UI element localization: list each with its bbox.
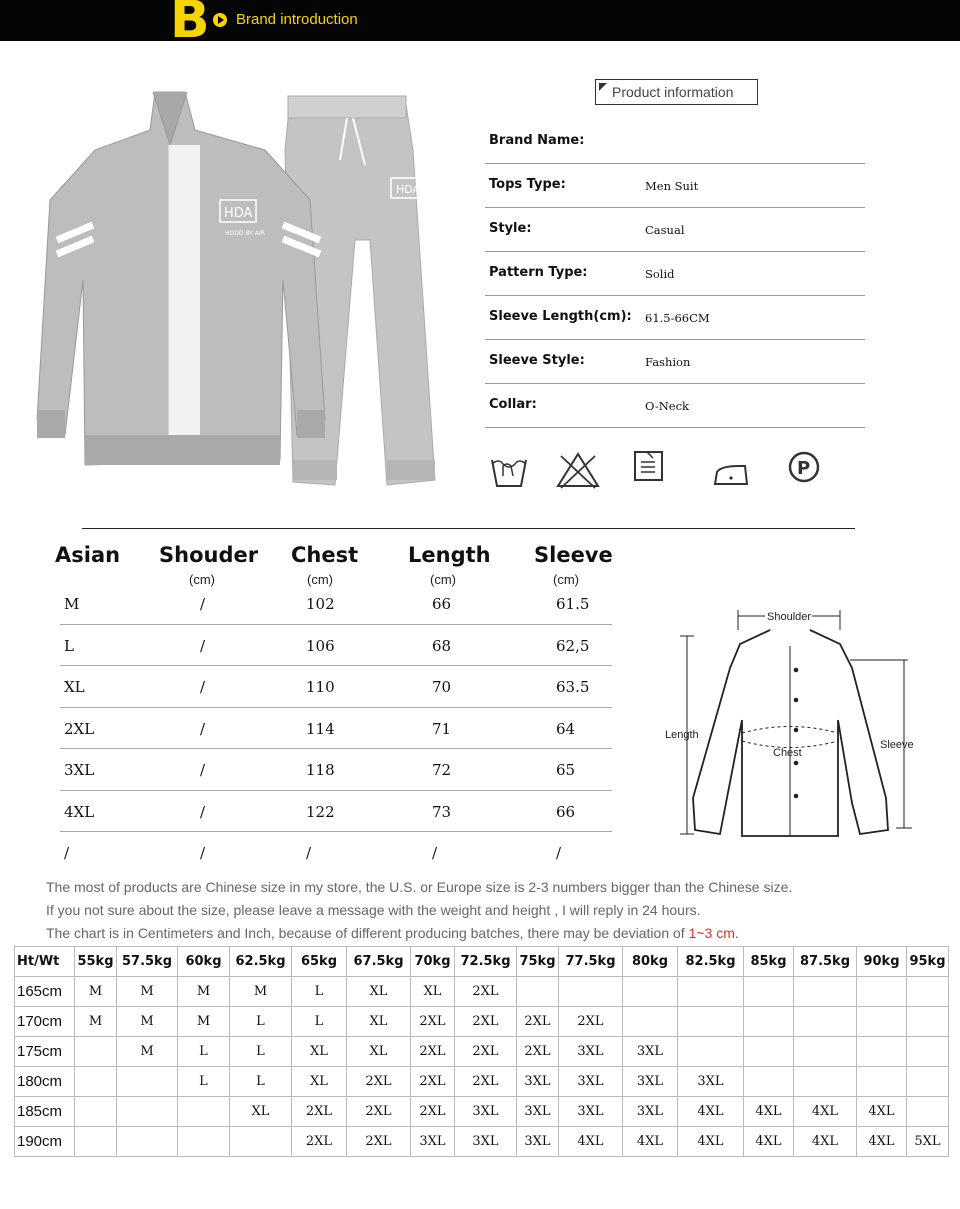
info-key: Pattern Type: bbox=[489, 265, 588, 280]
hw-size-cell bbox=[794, 1037, 857, 1067]
hw-size-cell: XL bbox=[411, 977, 455, 1007]
size-table-cell: 3XL bbox=[64, 761, 95, 779]
size-table bbox=[60, 583, 612, 874]
size-table-row bbox=[60, 666, 612, 708]
size-table-cell: 72 bbox=[432, 761, 452, 779]
hw-height-cell: 170cm bbox=[15, 1007, 75, 1037]
size-table-cell: / bbox=[200, 678, 206, 696]
info-row-brand-name bbox=[485, 120, 865, 164]
hw-size-cell bbox=[75, 1127, 117, 1157]
hw-size-cell bbox=[907, 1067, 949, 1097]
size-header-shoulder: Shouder bbox=[159, 543, 259, 567]
size-table-cell: 61.5 bbox=[556, 595, 590, 613]
size-table-cell: / bbox=[200, 761, 206, 779]
size-table-cell: 66 bbox=[556, 802, 576, 821]
hw-size-cell: XL bbox=[347, 1007, 411, 1037]
hw-size-cell bbox=[678, 977, 744, 1007]
hw-size-cell: 2XL bbox=[411, 1067, 455, 1097]
hw-size-cell: M bbox=[117, 1037, 178, 1067]
size-header-sleeve: Sleeve bbox=[534, 543, 613, 567]
hw-size-cell bbox=[230, 1127, 292, 1157]
svg-text:P: P bbox=[797, 458, 811, 479]
info-value: 61.5-66CM bbox=[645, 311, 710, 325]
dry-clean-p-icon bbox=[787, 450, 821, 484]
hw-table-row bbox=[15, 1097, 949, 1127]
hw-size-cell: 3XL bbox=[517, 1127, 559, 1157]
hw-size-cell bbox=[907, 1007, 949, 1037]
hw-size-cell: 2XL bbox=[292, 1097, 347, 1127]
size-table-cell: 122 bbox=[306, 802, 335, 821]
size-table-cell: / bbox=[200, 844, 206, 862]
hw-size-cell: L bbox=[292, 1007, 347, 1037]
hw-weight-header: 87.5kg bbox=[794, 947, 857, 977]
hw-size-cell: 5XL bbox=[907, 1127, 949, 1157]
hw-weight-header: 55kg bbox=[75, 947, 117, 977]
size-table-cell: 71 bbox=[432, 719, 452, 738]
hw-size-cell: 4XL bbox=[744, 1127, 794, 1157]
note-line-1: The most of products are Chinese size in my store, the U.S. or Europe size is 2-3 numbers bigger than the Chinese size. bbox=[46, 879, 793, 895]
care-icons bbox=[485, 450, 845, 500]
hw-size-cell: XL bbox=[347, 1037, 411, 1067]
hw-size-cell: 3XL bbox=[455, 1097, 517, 1127]
info-value: Men Suit bbox=[645, 179, 699, 193]
size-table-cell: / bbox=[200, 719, 206, 738]
size-unit-chest: (cm) bbox=[307, 572, 333, 587]
hw-size-cell bbox=[178, 1127, 230, 1157]
hw-size-cell: 4XL bbox=[744, 1097, 794, 1127]
hw-height-cell: 175cm bbox=[15, 1037, 75, 1067]
hw-weight-header: 80kg bbox=[623, 947, 678, 977]
size-table-row bbox=[60, 583, 612, 625]
hw-weight-header: 85kg bbox=[744, 947, 794, 977]
hw-size-cell bbox=[794, 977, 857, 1007]
hw-size-cell: 2XL bbox=[517, 1037, 559, 1067]
diagram-length-label: Length bbox=[665, 729, 699, 741]
size-table-cell: 63.5 bbox=[556, 678, 590, 696]
hw-table-row bbox=[15, 1127, 949, 1157]
hw-size-cell: M bbox=[75, 977, 117, 1007]
hw-size-cell: 2XL bbox=[347, 1067, 411, 1097]
hw-size-cell: 3XL bbox=[455, 1127, 517, 1157]
hw-size-cell: 2XL bbox=[559, 1007, 623, 1037]
hw-size-cell: XL bbox=[292, 1037, 347, 1067]
hw-size-cell: L bbox=[178, 1067, 230, 1097]
hw-size-cell bbox=[678, 1007, 744, 1037]
hw-size-cell: 2XL bbox=[411, 1007, 455, 1037]
info-row-collar bbox=[485, 384, 865, 428]
info-row-pattern-type bbox=[485, 252, 865, 296]
hw-size-cell: 4XL bbox=[559, 1127, 623, 1157]
hw-weight-header: 82.5kg bbox=[678, 947, 744, 977]
hw-size-cell: XL bbox=[292, 1067, 347, 1097]
hw-size-cell: 4XL bbox=[857, 1127, 907, 1157]
hw-size-cell: L bbox=[230, 1067, 292, 1097]
hw-size-cell: 2XL bbox=[347, 1127, 411, 1157]
hw-size-cell: L bbox=[230, 1037, 292, 1067]
hw-size-cell: M bbox=[117, 977, 178, 1007]
hw-height-cell: 185cm bbox=[15, 1097, 75, 1127]
size-table-row bbox=[60, 625, 612, 667]
hw-size-cell bbox=[559, 977, 623, 1007]
jacket-sub-logo: HOOD BY AIR bbox=[225, 230, 265, 237]
size-table-cell: 65 bbox=[556, 761, 576, 779]
info-key: Sleeve Style: bbox=[489, 353, 585, 368]
diagram-shoulder-label: Shoulder bbox=[767, 611, 812, 623]
hw-size-cell: XL bbox=[347, 977, 411, 1007]
hw-size-cell: 3XL bbox=[623, 1097, 678, 1127]
size-table-cell: 2XL bbox=[64, 719, 95, 738]
hw-weight-header: 72.5kg bbox=[455, 947, 517, 977]
size-notes bbox=[46, 876, 792, 945]
hw-size-cell bbox=[907, 1097, 949, 1127]
size-table-cell: 64 bbox=[556, 719, 576, 738]
hw-size-cell: 3XL bbox=[623, 1067, 678, 1097]
size-table-cell: / bbox=[306, 844, 312, 862]
note-deviation-highlight: 1~3 cm. bbox=[688, 925, 739, 941]
hw-size-cell: L bbox=[178, 1037, 230, 1067]
info-row-style bbox=[485, 208, 865, 252]
size-table-cell: / bbox=[432, 844, 438, 862]
size-header-chest: Chest bbox=[291, 543, 359, 567]
size-header-length: Length bbox=[408, 543, 491, 567]
hw-size-cell: 2XL bbox=[455, 1037, 517, 1067]
hw-weight-header: 90kg bbox=[857, 947, 907, 977]
note-line-2: If you not sure about the size, please leave a message with the weight and height , I will reply in 24 hours. bbox=[46, 902, 701, 918]
size-table-cell: 62,5 bbox=[556, 636, 590, 655]
size-table-row bbox=[60, 749, 612, 791]
info-value: Fashion bbox=[645, 355, 691, 369]
hw-size-cell: L bbox=[230, 1007, 292, 1037]
size-table-cell: / bbox=[64, 844, 70, 862]
hw-size-cell bbox=[117, 1067, 178, 1097]
hw-weight-header: 70kg bbox=[411, 947, 455, 977]
hw-height-cell: 190cm bbox=[15, 1127, 75, 1157]
hw-size-cell bbox=[623, 1007, 678, 1037]
hw-size-cell bbox=[857, 1067, 907, 1097]
product-info-table bbox=[485, 120, 865, 428]
brand-header bbox=[0, 0, 960, 50]
hw-size-cell: 4XL bbox=[678, 1127, 744, 1157]
hw-size-cell: 4XL bbox=[678, 1097, 744, 1127]
hw-size-cell bbox=[744, 977, 794, 1007]
info-key: Sleeve Length(cm): bbox=[489, 309, 632, 324]
info-value: O-Neck bbox=[645, 399, 690, 413]
hw-size-cell bbox=[75, 1067, 117, 1097]
size-table-cell: M bbox=[64, 595, 80, 613]
hw-size-cell: 4XL bbox=[623, 1127, 678, 1157]
info-value: Solid bbox=[645, 267, 675, 281]
size-table-cell: 4XL bbox=[64, 802, 95, 821]
measurement-diagram bbox=[660, 598, 925, 848]
hw-weight-header: 62.5kg bbox=[230, 947, 292, 977]
pants-logo: HDA bbox=[396, 183, 421, 196]
hw-size-cell: M bbox=[75, 1007, 117, 1037]
do-not-bleach-icon bbox=[555, 450, 601, 490]
size-unit-shoulder: (cm) bbox=[189, 572, 215, 587]
info-row-sleeve-style bbox=[485, 340, 865, 384]
size-table-row bbox=[60, 708, 612, 750]
hw-height-cell: 180cm bbox=[15, 1067, 75, 1097]
size-table-cell: 118 bbox=[306, 761, 335, 779]
size-header-asian: Asian bbox=[55, 543, 121, 567]
header-letter: B bbox=[170, 0, 210, 50]
hw-size-cell bbox=[623, 977, 678, 1007]
hw-size-cell: M bbox=[230, 977, 292, 1007]
hw-weight-header: 67.5kg bbox=[347, 947, 411, 977]
hw-size-cell bbox=[857, 977, 907, 1007]
hw-size-cell bbox=[744, 1067, 794, 1097]
header-title: Brand introduction bbox=[236, 11, 358, 28]
size-table-cell: 102 bbox=[306, 595, 335, 613]
hw-weight-header: 57.5kg bbox=[117, 947, 178, 977]
size-table-cell: XL bbox=[64, 678, 85, 696]
hw-size-cell bbox=[517, 977, 559, 1007]
hw-size-cell bbox=[744, 1007, 794, 1037]
hw-size-cell: 4XL bbox=[857, 1097, 907, 1127]
info-row-sleeve-length bbox=[485, 296, 865, 340]
hw-size-cell: 2XL bbox=[411, 1097, 455, 1127]
hw-table-row bbox=[15, 1067, 949, 1097]
hw-corner-label: Ht/Wt bbox=[15, 947, 75, 977]
hw-size-cell: 3XL bbox=[559, 1097, 623, 1127]
hw-size-cell: 4XL bbox=[794, 1097, 857, 1127]
hw-size-cell: 3XL bbox=[559, 1067, 623, 1097]
hw-size-cell: M bbox=[117, 1007, 178, 1037]
hw-weight-header: 75kg bbox=[517, 947, 559, 977]
hw-size-cell: 3XL bbox=[678, 1067, 744, 1097]
hw-size-cell: 3XL bbox=[559, 1037, 623, 1067]
size-table-cell: 106 bbox=[306, 636, 335, 655]
hw-size-cell bbox=[857, 1007, 907, 1037]
hw-table-row bbox=[15, 1037, 949, 1067]
note-line-3-text: The chart is in Centimeters and Inch, because of different producing batches, there may be deviation of bbox=[46, 925, 689, 941]
hw-table-row bbox=[15, 977, 949, 1007]
size-table-cell: 66 bbox=[432, 595, 452, 613]
hw-size-cell: 3XL bbox=[411, 1127, 455, 1157]
size-table-cell: 70 bbox=[432, 678, 452, 696]
tracksuit-image bbox=[35, 90, 445, 490]
info-value: Casual bbox=[645, 223, 685, 237]
hw-size-cell: M bbox=[178, 977, 230, 1007]
hw-size-cell: 2XL bbox=[455, 1007, 517, 1037]
iron-icon bbox=[711, 450, 751, 490]
size-table-cell: / bbox=[200, 636, 206, 655]
size-table-cell: 68 bbox=[432, 636, 452, 655]
hw-weight-header: 65kg bbox=[292, 947, 347, 977]
note-line-3 bbox=[46, 922, 792, 945]
size-table-cell: 110 bbox=[306, 678, 335, 696]
section-divider bbox=[82, 528, 855, 529]
hw-size-cell bbox=[744, 1037, 794, 1067]
size-table-cell: 114 bbox=[306, 719, 335, 738]
play-icon bbox=[213, 13, 227, 27]
size-table-cell: / bbox=[200, 802, 206, 821]
hw-size-cell bbox=[857, 1037, 907, 1067]
hw-size-cell bbox=[75, 1037, 117, 1067]
hw-size-cell bbox=[117, 1097, 178, 1127]
hw-size-cell bbox=[178, 1097, 230, 1127]
hw-size-cell: L bbox=[292, 977, 347, 1007]
info-key: Collar: bbox=[489, 397, 537, 412]
hw-size-cell bbox=[75, 1097, 117, 1127]
hw-size-cell: XL bbox=[230, 1097, 292, 1127]
diagram-chest-label: Chest bbox=[773, 747, 802, 759]
hw-size-cell bbox=[907, 977, 949, 1007]
height-weight-table bbox=[14, 946, 949, 1157]
jacket-logo: HDA bbox=[224, 206, 253, 221]
size-table-row bbox=[60, 832, 612, 874]
size-unit-length: (cm) bbox=[430, 572, 456, 587]
hw-table-row bbox=[15, 1007, 949, 1037]
hw-size-cell bbox=[678, 1037, 744, 1067]
info-key: Brand Name: bbox=[489, 133, 585, 148]
tumble-dry-icon bbox=[633, 450, 665, 484]
diagram-sleeve-label: Sleeve bbox=[880, 739, 914, 751]
info-key: Tops Type: bbox=[489, 177, 566, 192]
product-information-tag: Product information bbox=[595, 79, 758, 105]
hw-height-cell: 165cm bbox=[15, 977, 75, 1007]
hw-size-cell bbox=[907, 1037, 949, 1067]
size-table-cell: L bbox=[64, 636, 74, 655]
hw-size-cell bbox=[794, 1067, 857, 1097]
hw-header-row bbox=[15, 947, 949, 977]
size-table-cell: / bbox=[556, 844, 562, 862]
hw-size-cell: 3XL bbox=[517, 1067, 559, 1097]
hw-size-cell: 2XL bbox=[455, 977, 517, 1007]
info-row-tops-type bbox=[485, 164, 865, 208]
hw-size-cell: 3XL bbox=[623, 1037, 678, 1067]
hw-size-cell: 2XL bbox=[347, 1097, 411, 1127]
info-key: Style: bbox=[489, 221, 532, 236]
size-table-cell: / bbox=[200, 595, 206, 613]
hw-size-cell: 2XL bbox=[411, 1037, 455, 1067]
hw-size-cell: 2XL bbox=[292, 1127, 347, 1157]
hw-weight-header: 95kg bbox=[907, 947, 949, 977]
hw-weight-header: 77.5kg bbox=[559, 947, 623, 977]
size-unit-sleeve: (cm) bbox=[553, 572, 579, 587]
hw-weight-header: 60kg bbox=[178, 947, 230, 977]
hw-size-cell: 4XL bbox=[794, 1127, 857, 1157]
size-table-cell: 73 bbox=[432, 802, 452, 821]
hw-size-cell: 2XL bbox=[455, 1067, 517, 1097]
hw-size-cell: 3XL bbox=[517, 1097, 559, 1127]
hw-size-cell bbox=[794, 1007, 857, 1037]
hw-size-cell: 2XL bbox=[517, 1007, 559, 1037]
hand-wash-icon bbox=[489, 450, 529, 490]
hw-size-cell: M bbox=[178, 1007, 230, 1037]
size-table-row bbox=[60, 791, 612, 833]
hw-size-cell bbox=[117, 1127, 178, 1157]
